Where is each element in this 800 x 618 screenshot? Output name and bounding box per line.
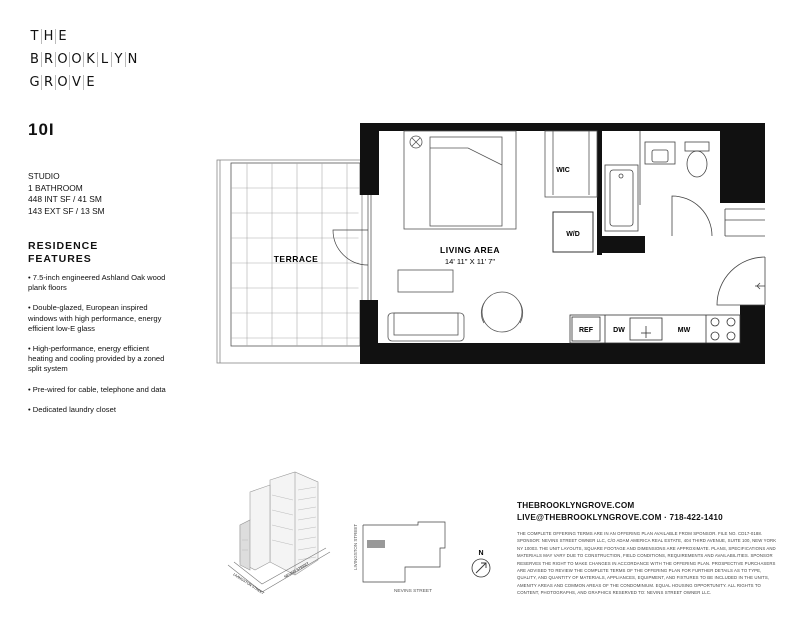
unit-specs: [28, 171, 105, 217]
logo-letter: V: [70, 75, 84, 90]
terrace-door: [333, 195, 371, 300]
feature-item: • Pre-wired for cable, telephone and data: [28, 384, 166, 394]
residence-features-heading: [28, 240, 98, 265]
logo-row-grove: [28, 71, 178, 94]
logo-letter: E: [86, 75, 95, 90]
living-area-dims: 14' 11" X 11' 7": [444, 257, 496, 266]
map-street-horizontal: NEVINS STREET: [393, 589, 433, 594]
north-label: N: [478, 550, 484, 557]
logo-letter: E: [58, 29, 67, 44]
unit-location-marker: [367, 540, 385, 548]
dw-label: DW: [613, 327, 625, 334]
entry-door: [717, 203, 765, 305]
terrace-label: TERRACE: [273, 254, 319, 264]
feature-item: • Dedicated laundry closet: [28, 404, 116, 414]
floor-plan: [210, 120, 770, 370]
building-axonometric: [225, 470, 335, 595]
ref-label: REF: [579, 327, 593, 334]
logo-letter: O: [56, 75, 70, 90]
logo-letter: R: [42, 52, 56, 67]
living-area-label: LIVING AREA: [440, 245, 500, 255]
logo-letter: K: [84, 52, 98, 67]
website-link[interactable]: THEBROOKLYNGROVE.COM: [517, 501, 635, 510]
spec-bathrooms: 1 BATHROOM: [28, 182, 83, 193]
logo-letter: O: [56, 52, 70, 67]
map-street-vertical: LIVINGSTON STREET: [353, 523, 358, 570]
unit-number: 10I: [28, 120, 55, 139]
wd-label: W/D: [566, 231, 580, 238]
logo-letter: T: [28, 29, 42, 44]
logo-letter: L: [98, 52, 112, 67]
email-phone[interactable]: LIVE@THEBROOKLYNGROVE.COM · 718-422-1410: [517, 512, 723, 522]
feature-item: • Double-glazed, European inspired windows with high performance, energy efficient low-E glass: [28, 303, 162, 333]
mw-label: MW: [677, 327, 691, 334]
heading-line: RESIDENCE: [28, 240, 99, 252]
features-list: [28, 273, 168, 425]
logo-row-the: [28, 25, 178, 48]
logo-letter: G: [28, 75, 42, 90]
brand-logo: [28, 25, 178, 94]
logo-letter: H: [42, 29, 56, 44]
logo-letter: N: [127, 52, 138, 67]
spec-type: STUDIO: [28, 171, 60, 181]
north-arrow-icon: [472, 559, 490, 577]
logo-row-brooklyn: [28, 48, 178, 71]
feature-item: • 7.5-inch engineered Ashland Oak wood plank floors: [28, 273, 166, 293]
kitchen: [570, 315, 740, 343]
spec-interior-area: 448 INT SF / 41 SM: [28, 194, 102, 204]
logo-letter: B: [28, 52, 42, 67]
logo-letter: Y: [112, 52, 126, 67]
logo-letter: O: [70, 52, 84, 67]
feature-item: • High-performance, energy efficient heating and cooling provided by a zoned split system: [28, 344, 165, 374]
legal-disclaimer: THE COMPLETE OFFERING TERMS ARE IN AN OFFERING PLAN AVAILABLE FROM SPONSOR. FILE NO. CD17-0188. SPONSOR: NEVINS STREET OWNER LLC, C/O ADAM AMERICA REAL ESTATE, 404 THIRD AVENUE, SUITE 100, NEW YORK NY 10003. THE UNIT LAYOUTS, SQUARE FOOTAGE AND DIMENSIONS ARE APPROXIMATE. PLANS, SPECIFICATIONS AND MATERIALS MAY VARY DUE TO CONSTRUCTION, FIELD CONDITIONS, REQUIREMENTS AND AVAILABILITIES. SPONSOR RESERVES THE RIGHT TO MAKE CHANGES IN ACCORDANCE WITH THE OFFERING PLAN. PROSPECTIVE PURCHASERS ARE ADVISED TO REVIEW THE COMPLETE TERMS OF THE OFFERING PLAN FOR FURTHER DETAILS AS TO TYPE, QUALITY, AND QUANTITY OF MATERIALS, APPLIANCES, EQUIPMENT, AND FIXTURES TO BE INCLUDED IN THE UNITS, AMENITY AREAS AND COMMON AREAS OF THE CONDOMINIUM. EQUAL HOUSING OPPORTUNITY. ALL RIGHTS TO CONTENT, PHOTOGRAPHS, AND GRAPHICS RESERVED TO: NEVINS STREET OWNER LLC.: [517, 531, 777, 596]
site-map: [345, 515, 505, 600]
logo-letter: R: [42, 75, 56, 90]
axon-street-right: NEVINS STREET: [283, 561, 310, 579]
heading-line: FEATURES: [28, 252, 92, 265]
spec-exterior-area: 143 EXT SF / 13 SM: [28, 205, 105, 216]
wic-label: WIC: [556, 167, 570, 174]
axon-street-left: LIVINGSTON STREET: [232, 572, 265, 595]
contact-info: [517, 500, 723, 523]
